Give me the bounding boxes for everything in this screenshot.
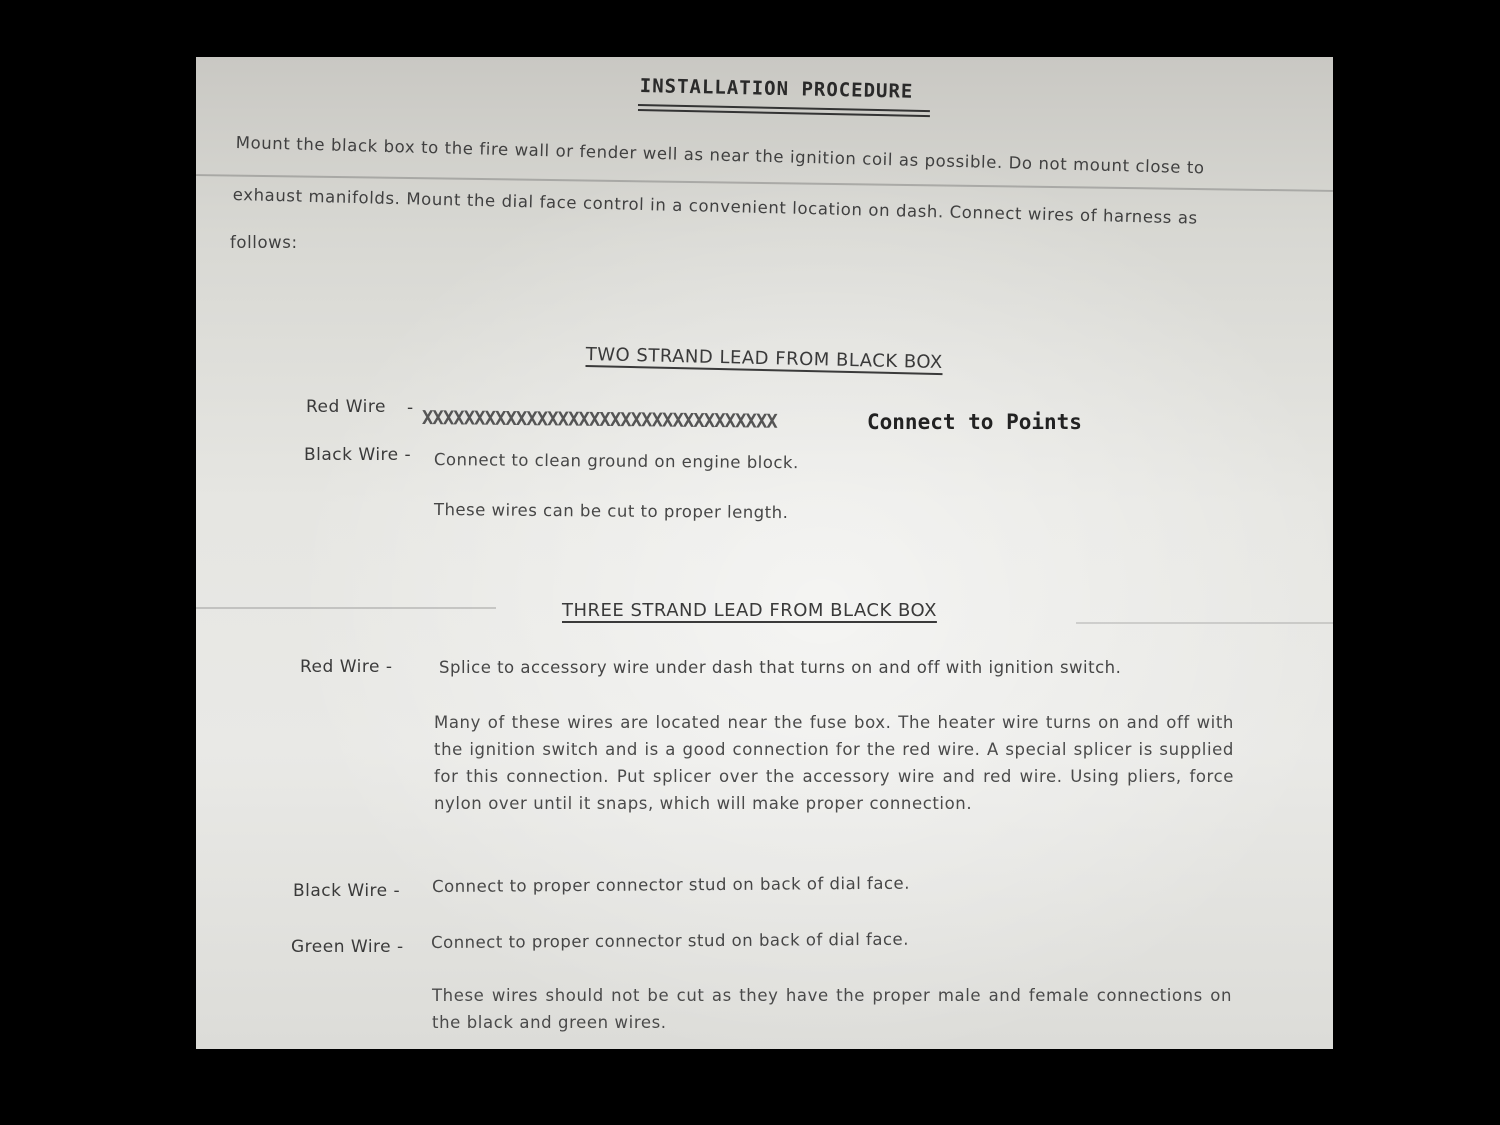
green-wire-instruction: Connect to proper connector stud on back of dial face. [431, 929, 909, 952]
black-wire-label: Black Wire - [304, 445, 412, 465]
black-wire-instruction: Connect to clean ground on engine block. [433, 450, 799, 473]
section-heading-three-strand: THREE STRAND LEAD FROM BLACK BOX [562, 600, 937, 621]
document-title: INSTALLATION PROCEDURE [639, 75, 914, 103]
intro-line: Mount the black box to the fire wall or fender well as near the ignition coil as possible. Do not mount close to [235, 133, 1205, 178]
section-heading-two-strand: TWO STRAND LEAD FROM BLACK BOX [585, 344, 944, 374]
paper-crease [196, 607, 496, 609]
two-strand-note: These wires can be cut to proper length. [433, 500, 789, 523]
red-wire-dash: - [407, 398, 414, 418]
intro-line: exhaust manifolds. Mount the dial face control in a convenient location on dash. Connect wires of harness as [232, 185, 1198, 228]
document-page [196, 57, 1333, 1049]
red-wire-label: Red Wire [306, 397, 386, 417]
paper-crease [1076, 622, 1333, 624]
black-wire-instruction: Connect to proper connector stud on back of dial face. [432, 873, 910, 896]
intro-line: follows: [230, 233, 298, 252]
red-wire-note: Many of these wires are located near the fuse box. The heater wire turns on and off with the ignition switch and is a good connection for the red wire. A special splicer is supplied for this connection. Put splicer over the accessory wire and red wire. Using pliers, force nylon over until it snaps, which will make proper connection. [434, 713, 1234, 813]
struck-out-text: XXXXXXXXXXXXXXXXXXXXXXXXXXXXXXXXXX [421, 407, 777, 433]
black-wire-label: Black Wire - [293, 881, 401, 901]
red-wire-label: Red Wire - [300, 657, 393, 677]
red-wire-instruction: Splice to accessory wire under dash that turns on and off with ignition switch. [439, 658, 1122, 677]
green-wire-label: Green Wire - [291, 937, 404, 957]
three-strand-note: These wires should not be cut as they have the proper male and female connections on the black and green wires. [432, 986, 1232, 1032]
red-wire-instruction: Connect to Points [867, 410, 1082, 434]
